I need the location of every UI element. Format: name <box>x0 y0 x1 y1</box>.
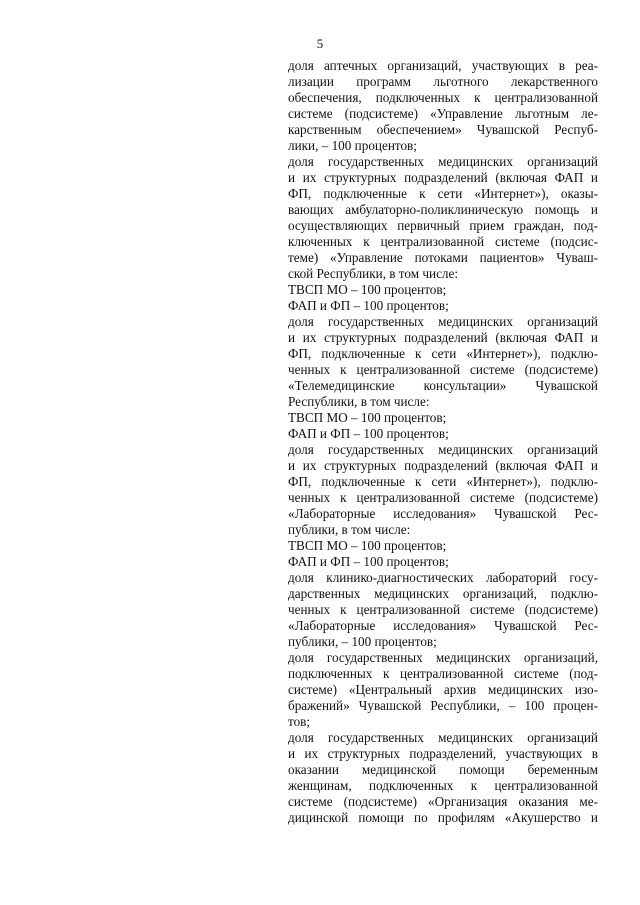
text-line: тов; <box>288 714 311 729</box>
text-line: системе (подсистеме) «Организация оказания ме- <box>288 794 598 809</box>
text-line: системе) «Центральный архив медицинских изо- <box>288 682 598 697</box>
text-line: доля аптечных организаций, участвующих в реа- <box>288 58 598 73</box>
text-line: ФАП и ФП – 100 процентов; <box>288 298 449 313</box>
text-line: ченных к централизованной системе (подсистеме) <box>288 362 598 377</box>
text-line: ФП, подключенные к сети «Интернет»), оказы- <box>288 186 598 201</box>
page-number: 5 <box>316 36 324 51</box>
text-line: лизации программ льготного лекарственного <box>288 74 598 89</box>
text-line: оказании медицинской помощи беременным <box>288 762 598 777</box>
text-line: дарственных медицинских организаций, подклю- <box>288 586 598 601</box>
text-line: теме) «Управление потоками пациентов» Чуваш- <box>288 250 598 265</box>
text-line: и их структурных подразделений (включая ФАП и <box>288 330 598 345</box>
text-line: Республики, в том числе: <box>288 394 430 409</box>
text-line: публики, в том числе: <box>288 522 411 537</box>
text-line: ской Республики, в том числе: <box>288 266 459 281</box>
text-line: доля государственных медицинских организаций <box>288 314 598 329</box>
text-line: доля государственных медицинских организаций <box>288 442 598 457</box>
text-line: и их структурных подразделений (включая ФАП и <box>288 170 598 185</box>
text-line: публики, – 100 процентов; <box>288 634 437 649</box>
text-line: ФП, подключенные к сети «Интернет»), подклю- <box>288 474 598 489</box>
text-line: вающих амбулаторно-поликлиническую помощь и <box>288 202 598 217</box>
text-line: обеспечения, подключенных к централизованной <box>288 90 598 105</box>
text-line: и их структурных подразделений (включая ФАП и <box>288 458 598 473</box>
text-line: и их структурных подразделений, участвующих в <box>288 746 598 761</box>
text-line: доля государственных медицинских организаций <box>288 730 598 745</box>
text-line: лики, – 100 процентов; <box>288 138 417 153</box>
text-line: женщинам, подключенных к централизованной <box>288 778 598 793</box>
text-line: ТВСП МО – 100 процентов; <box>288 410 447 425</box>
text-line: осуществляющих первичный прием граждан, под- <box>288 218 598 233</box>
text-line: доля клинико-диагностических лабораторий госу- <box>288 570 598 585</box>
text-line: доля государственных медицинских организаций, <box>288 650 598 665</box>
text-column <box>288 58 598 826</box>
text-line: ФАП и ФП – 100 процентов; <box>288 554 449 569</box>
text-line: ключенных к централизованной системе (подсис- <box>288 234 598 249</box>
text-line: карственным обеспечением» Чувашской Респуб- <box>288 122 598 137</box>
text-line: «Лабораторные исследования» Чувашской Рес- <box>288 618 598 633</box>
text-line: доля государственных медицинских организаций <box>288 154 598 169</box>
text-line: ФП, подключенные к сети «Интернет»), подклю- <box>288 346 598 361</box>
text-line: ФАП и ФП – 100 процентов; <box>288 426 449 441</box>
text-line: ченных к централизованной системе (подсистеме) <box>288 602 598 617</box>
text-line: подключенных к централизованной системе (под- <box>288 666 598 681</box>
text-line: ченных к централизованной системе (подсистеме) <box>288 490 598 505</box>
text-line: «Лабораторные исследования» Чувашской Рес- <box>288 506 598 521</box>
text-line: «Телемедицинские консультации» Чувашской <box>288 378 598 393</box>
text-line: ТВСП МО – 100 процентов; <box>288 538 447 553</box>
text-line: бражений» Чувашской Республики, – 100 процен- <box>288 698 598 713</box>
text-line: дицинской помощи по профилям «Акушерство и <box>288 810 598 825</box>
text-line: системе (подсистеме) «Управление льготным ле- <box>288 106 598 121</box>
text-line: ТВСП МО – 100 процентов; <box>288 282 447 297</box>
